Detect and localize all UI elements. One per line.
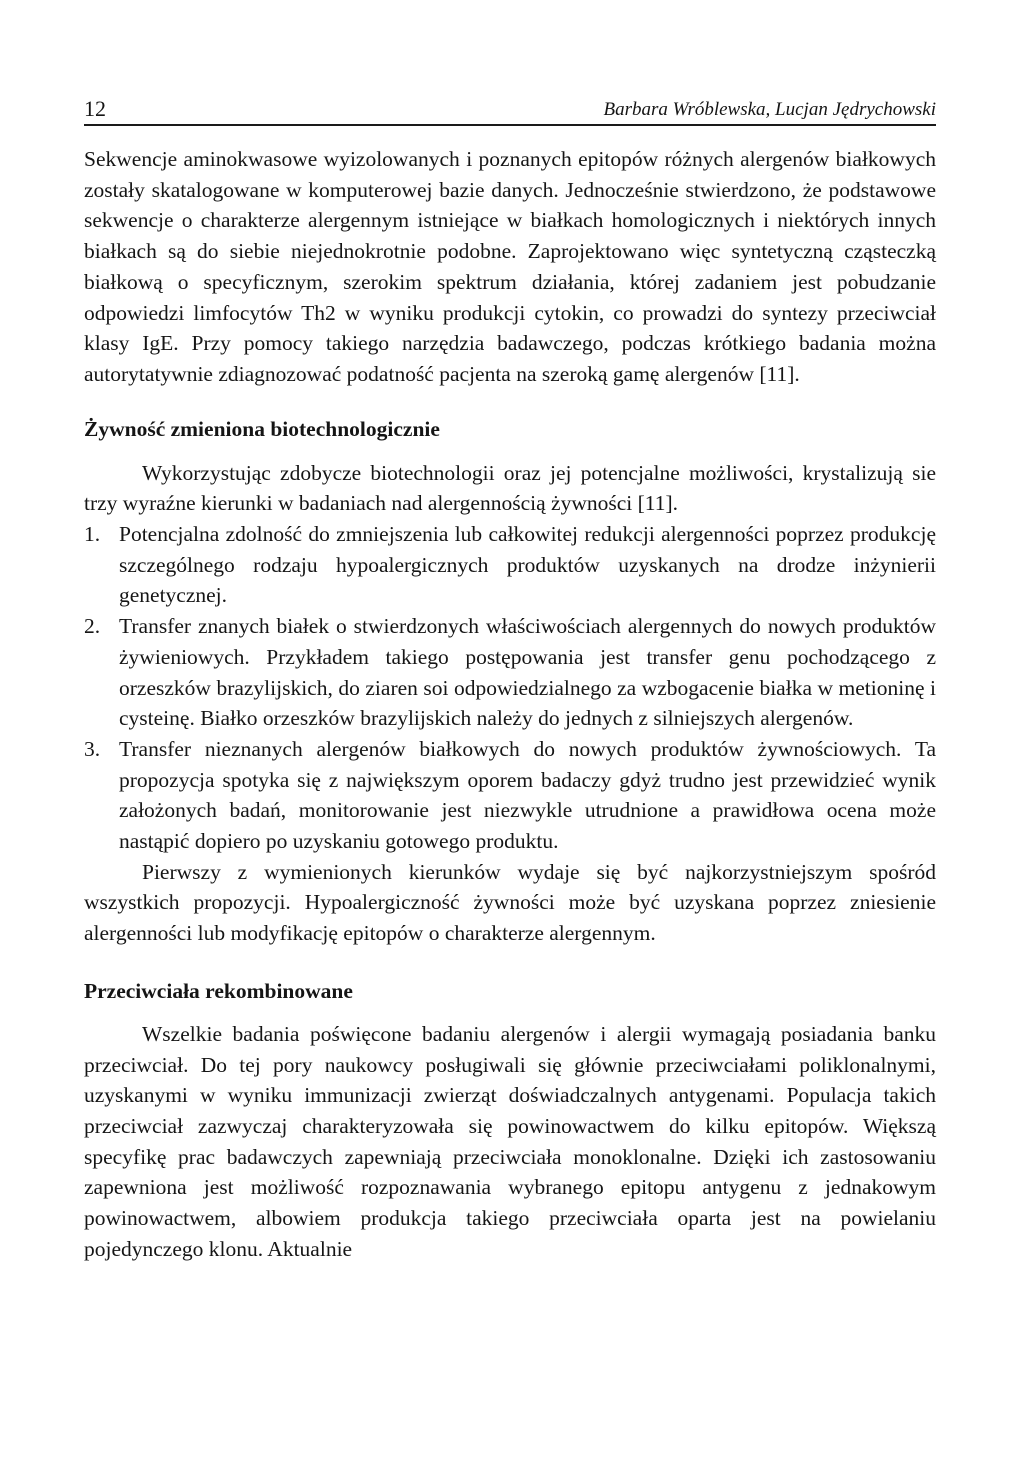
list-item	[84, 734, 936, 857]
section-heading-biotech-food: Żywność zmieniona biotechnologicznie	[84, 416, 440, 441]
list-item-number: 3.	[84, 736, 101, 761]
paragraph-epitope-sequences: Sekwencje aminokwasowe wyizolowanych i poznanych epitopów różnych alergenów białkowych zostały skatalogowane w komputerowej bazie danych. Jednocześnie stwierdzono, że podstawowe sekwencje o charakterze alergennym istniejące w białkach homologicznych i niektórych innych białkach są do siebie niejednokrotnie podobne. Zaprojektowano więc syntetyczną cząsteczką białkową o specyficznym, szerokim spektrum działania, której zadaniem jest pobudzanie odpowiedzi limfocytów Th2 w wyniku produkcji cytokin, co prowadzi do syntezy przeciwciał klasy IgE. Przy pomocy takiego narzędzia badawczego, podczas krótkiego badania można autorytatywnie zdiagnozować podatność pacjenta na szeroką gamę alergenów [11].	[84, 147, 936, 386]
section-heading-recombinant-antibodies: Przeciwciała rekombinowane	[84, 978, 353, 1003]
running-header	[84, 96, 936, 126]
page-number: 12	[84, 96, 106, 121]
paragraph-antibodies: Wszelkie badania poświęcone badaniu alergenów i alergii wymagają posiadania banku przeciwciał. Do tej pory naukowcy posługiwali się głównie przeciwciałami poliklonalnymi, uzyskanymi w wyniku immunizacji zwierząt doświadczalnych antygenami. Populacja takich przeciwciał zazwyczaj charakteryzowała się powinowactwem do kilku epitopów. Większą specyfikę prac badawczych zapewniają przeciwciała monoklonalne. Dzięki ich zastosowaniu zapewniona jest możliwość rozpoznawania wybranego epitopu antygenu z jednakowym powinowactwem, albowiem produkcja takiego przeciwciała oparta jest na powielaniu pojedynczego klonu. Aktualnie	[84, 1021, 936, 1261]
list-item	[84, 519, 936, 611]
running-header-authors: Barbara Wróblewska, Lucjan Jędrychowski	[603, 99, 936, 120]
list-item-text: Potencjalna zdolność do zmniejszenia lub całkowitej redukcji alergenności poprzez produkcję szczególnego rodzaju hypoalergicznych produktów uzyskanych na drodze inżynierii genetycznej.	[119, 522, 936, 608]
list-item-text: Transfer nieznanych alergenów białkowych do nowych produktów żywnościowych. Ta propozycja spotyka się z największym oporem badaczy gdyż trudno jest przewidzieć wynik założonych badań, monitorowanie jest niezwykle utrudnione a prawidłowa ocena może nastąpić dopiero po uzyskaniu gotowego produktu.	[119, 736, 936, 854]
list-item	[84, 611, 936, 734]
paragraph-biotech-directions: Wykorzystując zdobycze biotechnologii oraz jej potencjalne możliwości, krystalizują sie trzy wyraźne kierunki w badaniach nad alergennością żywności [11].	[84, 460, 936, 516]
list-item-text: Transfer znanych białek o stwierdzonych właściwościach alergennych do nowych produktów żywieniowych. Przykładem takiego postępowania jest transfer genu pochodzącego z orzeszków brazylijskich, do ziaren soi odpowiedzialnego za wzbogacenie białka w metioninę i cysteinę. Białko orzeszków brazylijskich należy do jednych z silniejszych alergenów.	[119, 614, 936, 731]
list-item-number: 1.	[84, 522, 101, 547]
document-page	[84, 96, 936, 1265]
research-directions-list	[84, 519, 936, 857]
list-item-number: 2.	[84, 614, 101, 639]
paragraph-hypoallergenic: Pierwszy z wymienionych kierunków wydaje się być najkorzystniejszym spośród wszystkich propozycji. Hypoalergiczność żywności może być uzyskana poprzez zniesienie alergenności lub modyfikację epitopów o charakterze alergennym.	[84, 859, 936, 946]
